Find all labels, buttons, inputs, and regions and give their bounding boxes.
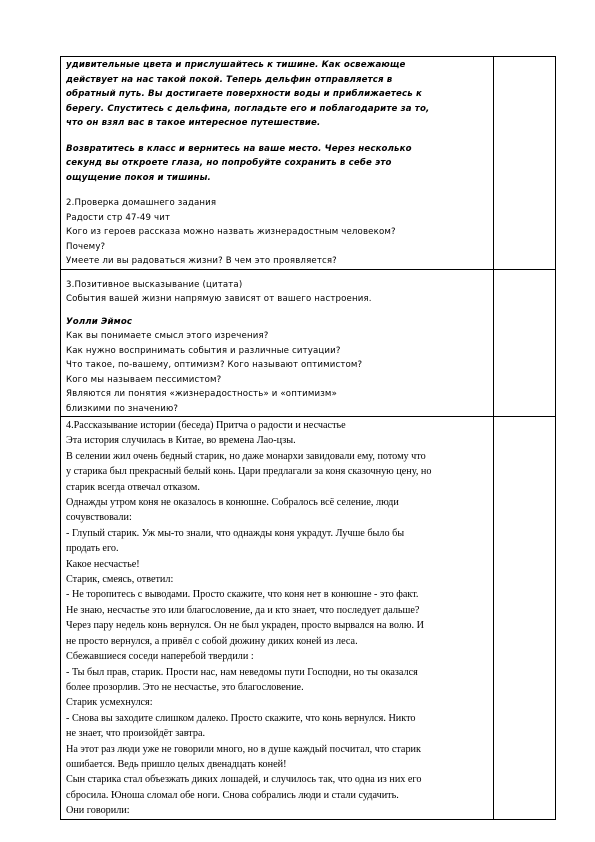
text-line: - Глупый старик. Уж мы-то знали, что однажды коня украдут. Лучше было бы: [66, 527, 405, 539]
text-line: Сбежавшиеся соседи наперебой твердили :: [66, 651, 254, 663]
text-line: Кого мы называем пессимистом?: [66, 374, 222, 385]
text-line: что он взял вас в такое интересное путешествие.: [66, 118, 321, 128]
notes-cell: [494, 57, 556, 270]
text-line: Сын старика стал объезжать диких лошадей, и случилось так, что одна из них его: [66, 774, 422, 786]
section-heading: 4.Рассказывание истории (беседа) Притча о радости и несчастье: [66, 420, 346, 431]
text-line: близкими по значению?: [66, 403, 179, 414]
quote-text: События вашей жизни напрямую зависят от вашего настроения.: [66, 294, 372, 304]
text-line: Что такое, по-вашему, оптимизм? Кого называют оптимистом?: [66, 360, 363, 370]
section-heading: 2.Проверка домашнего задания: [66, 198, 217, 208]
story-block: [61, 417, 493, 819]
text-line: На этот раз люди уже не говорили много, но в душе каждый посчитал, что старик: [66, 743, 421, 755]
text-line: удивительные цвета и прислушайтесь к тишине. Как освежающе: [66, 60, 406, 70]
content-cell: [61, 57, 494, 270]
lesson-plan-table: [60, 56, 556, 820]
content-cell: [61, 417, 494, 820]
text-line: - Ты был прав, старик. Прости нас, нам неведомы пути Господни, но ты оказался: [66, 666, 418, 678]
text-line: Умеете ли вы радоваться жизни? В чем это проявляется?: [66, 256, 337, 266]
text-line: Как вы понимаете смысл этого изречения?: [66, 331, 269, 341]
text-line: Радости стр 47-49 чит: [66, 212, 171, 223]
text-line: - Снова вы заходите слишком далеко. Просто скажите, что конь вернулся. Никто: [66, 712, 416, 724]
table-row: [61, 57, 556, 270]
notes-cell: [494, 417, 556, 820]
text-line: Являются ли понятия «жизнерадостность» и «оптимизм»: [66, 389, 337, 399]
text-line: Старик усмехнулся:: [66, 697, 153, 709]
text-line: Однажды утром коня не оказалось в конюшне. Собралось всё селение, люди: [66, 497, 399, 509]
text-line: обратный путь. Вы достигаете поверхности воды и приближаетесь к: [66, 89, 422, 99]
text-line: Не знаю, несчастье это или благословение, да и кто знает, что последует дальше?: [66, 604, 420, 616]
meditation-block: [61, 57, 493, 269]
text-line: у старика был прекрасный белый конь. Цари предлагали за коня сказочную цену, но: [66, 466, 432, 478]
text-line: Возвратитесь в класс и вернитесь на ваше место. Через несколько: [66, 143, 412, 154]
text-line: не просто вернулся, а привёл с собой дюжину диких коней из леса.: [66, 635, 358, 647]
text-line: В селении жил очень бедный старик, но даже монархи завидовали ему, потому что: [66, 450, 426, 462]
text-line: Какое несчастье!: [66, 558, 140, 570]
text-line: Они говорили:: [66, 805, 130, 817]
text-line: продать его.: [66, 543, 119, 555]
section-heading: 3.Позитивное высказывание (цитата): [66, 279, 243, 290]
text-line: - Не торопитесь с выводами. Просто скажите, что коня нет в конюшне - это факт.: [66, 589, 419, 601]
text-line: берегу. Спуститесь с дельфина, погладьте его и поблагодарите за то,: [66, 103, 430, 114]
text-line: ощущение покоя и тишины.: [66, 172, 211, 183]
text-line: Старик, смеясь, ответил:: [66, 574, 174, 586]
text-line: более прозорлив. Это не несчастье, это благословение.: [66, 681, 304, 693]
text-line: Через пару недель конь вернулся. Он не был украден, просто вырвался на волю. И: [66, 620, 424, 632]
table-row: [61, 269, 556, 417]
quote-author: Уолли Эймос: [66, 316, 133, 327]
table-row: [61, 417, 556, 820]
notes-cell: [494, 269, 556, 417]
text-line: Кого из героев рассказа можно назвать жизнерадостным человеком?: [66, 227, 396, 237]
text-line: действует на нас такой покой. Теперь дельфин отправляется в: [66, 74, 393, 85]
content-cell: [61, 269, 494, 417]
text-line: секунд вы откроете глаза, но попробуйте сохранить в себе это: [66, 158, 392, 168]
text-line: сбросила. Юноша сломал обе ноги. Снова собрались люди и стали судачить.: [66, 789, 399, 801]
text-line: старик всегда отвечал отказом.: [66, 481, 200, 493]
text-line: Как нужно воспринимать события и различные ситуации?: [66, 345, 341, 356]
text-line: не знает, что произойдёт завтра.: [66, 728, 206, 740]
quote-block: [61, 270, 493, 417]
text-line: сочувствовали:: [66, 512, 132, 524]
text-line: Эта история случилась в Китае, во времена Лао-цзы.: [66, 435, 296, 447]
text-line: Почему?: [66, 241, 106, 252]
text-line: ошибается. Ведь пришло целых двенадцать коней!: [66, 758, 287, 770]
